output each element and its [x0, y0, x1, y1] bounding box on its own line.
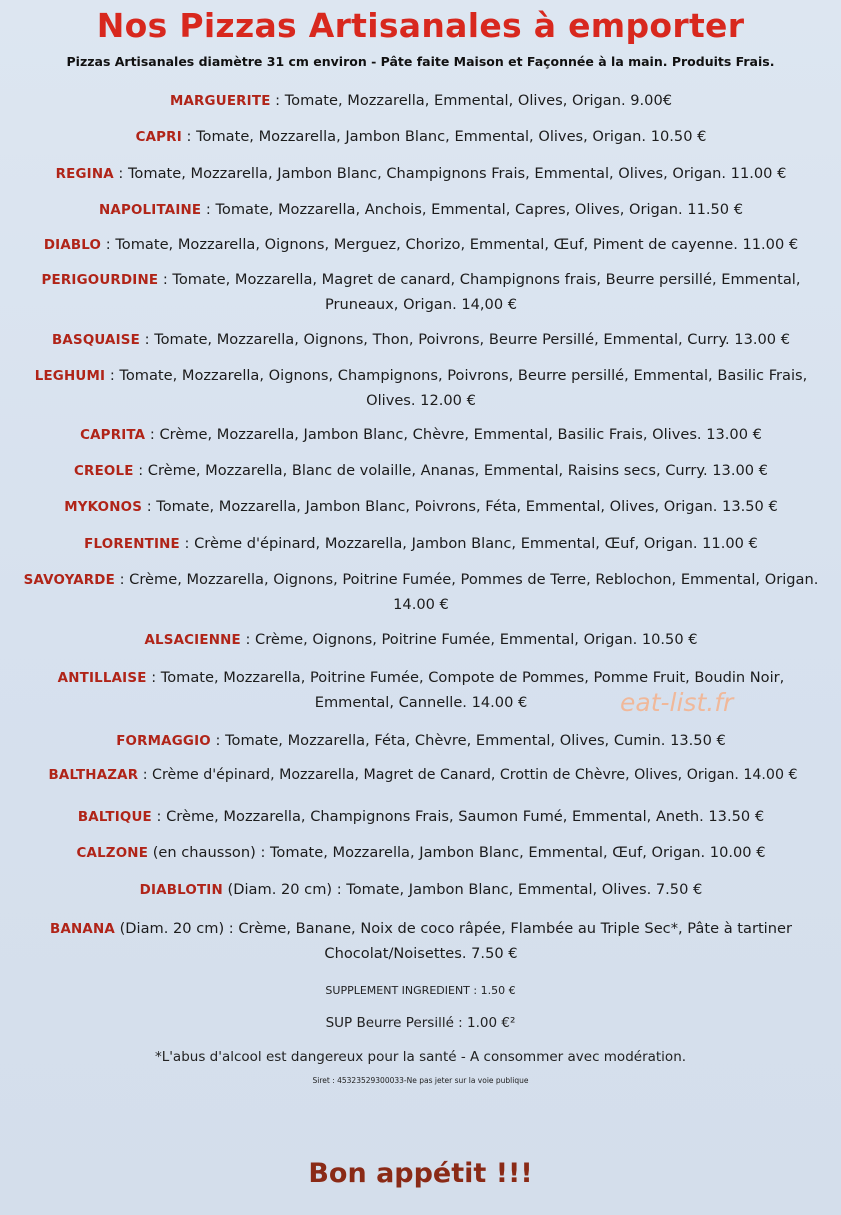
pizza-name: FORMAGGIO [116, 734, 211, 749]
pizza-item-caprita [16, 423, 826, 448]
pizza-name: BANANA [50, 922, 115, 937]
pizza-item-creole [16, 459, 826, 484]
pizza-name: REGINA [55, 167, 114, 182]
pizza-item-formaggio [16, 729, 826, 754]
pizza-item-diablo [16, 233, 826, 258]
pizza-name: NAPOLITAINE [98, 203, 202, 218]
supplement-note: SUPPLEMENT INGREDIENT : 1.50 € [325, 984, 516, 997]
pizza-item-regina [16, 162, 826, 187]
pizza-description: : Tomate, Mozzarella, Oignons, Thon, Poivrons, Beurre Persillé, Emmental, Curry. 13.00 € [140, 331, 790, 348]
pizza-name: CAPRITA [80, 428, 146, 443]
pizza-description: : Tomate, Mozzarella, Anchois, Emmental, Capres, Olives, Origan. 11.50 € [201, 201, 743, 218]
menu-subtitle: Pizzas Artisanales diamètre 31 cm environ - Pâte faite Maison et Façonnée à la main. Produits Frais. [66, 54, 775, 69]
pizza-name: SAVOYARDE [23, 573, 115, 588]
pizza-item-marguerite [16, 89, 826, 114]
pizza-item-perigourdine [16, 268, 826, 316]
pizza-item-diablotin [16, 878, 826, 903]
pizza-description: : Crème, Mozzarella, Jambon Blanc, Chèvre, Emmental, Basilic Frais, Olives. 13.00 € [145, 426, 762, 443]
pizza-name: MARGUERITE [169, 94, 271, 109]
pizza-name: DIABLOTIN [139, 883, 223, 898]
pizza-description: : Tomate, Mozzarella, Jambon Blanc, Champignons Frais, Emmental, Olives, Origan. 11.00 € [113, 165, 787, 182]
pizza-description: : Tomate, Mozzarella, Magret de canard, Champignons frais, Beurre persillé, Emmental, Pruneaux, Origan. 14,00 € [158, 271, 801, 313]
pizza-name: PERIGOURDINE [41, 273, 159, 288]
pizza-name: CREOLE [74, 464, 134, 479]
menu-title: Nos Pizzas Artisanales à emporter [96, 6, 745, 45]
pizza-item-alsacienne [16, 628, 826, 653]
pizza-description: : Tomate, Mozzarella, Emmental, Olives, Origan. 9.00€ [270, 92, 673, 109]
pizza-item-calzone [16, 841, 826, 866]
pizza-item-napolitaine [16, 198, 826, 223]
alcohol-disclaimer: *L'abus d'alcool est dangereux pour la santé - A consommer avec modération. [154, 1049, 687, 1065]
pizza-name: BASQUAISE [52, 333, 140, 348]
pizza-description: : Tomate, Mozzarella, Oignons, Champignons, Poivrons, Beurre persillé, Emmental, Basilic Frais, Olives. 12.00 € [105, 367, 808, 409]
pizza-description: : Tomate, Mozzarella, Oignons, Merguez, Chorizo, Emmental, Œuf, Piment de cayenne. 11.00 € [101, 236, 799, 253]
pizza-description: : Crème, Mozzarella, Blanc de volaille, Ananas, Emmental, Raisins secs, Curry. 13.00 € [133, 462, 768, 479]
pizza-description: : Crème, Mozzarella, Oignons, Poitrine Fumée, Pommes de Terre, Reblochon, Emmental, Origan. 14.00 € [114, 571, 819, 613]
pizza-name: ANTILLAISE [57, 671, 147, 686]
pizza-item-florentine [16, 532, 826, 557]
pizza-description: : Tomate, Mozzarella, Poitrine Fumée, Compote de Pommes, Pomme Fruit, Boudin Noir, Emmental, Cannelle. 14.00 € [146, 669, 785, 711]
closing-greeting: Bon appétit !!! [308, 1158, 533, 1189]
pizza-item-mykonos [16, 495, 826, 520]
pizza-description: : Crème, Oignons, Poitrine Fumée, Emmental, Origan. 10.50 € [240, 631, 698, 648]
pizza-description: : Crème d'épinard, Mozzarella, Jambon Blanc, Emmental, Œuf, Origan. 11.00 € [179, 535, 758, 552]
pizza-name: DIABLO [43, 238, 102, 253]
pizza-item-leghumi [16, 364, 826, 412]
pizza-item-balthazar [8, 764, 838, 788]
pizza-description: : Tomate, Mozzarella, Féta, Chèvre, Emmental, Olives, Cumin. 13.50 € [210, 732, 726, 749]
pizza-name: ALSACIENNE [144, 633, 241, 648]
pizza-name: FLORENTINE [84, 537, 180, 552]
pizza-description: : Crème, Mozzarella, Champignons Frais, Saumon Fumé, Emmental, Aneth. 13.50 € [151, 808, 765, 825]
siret-footer: Siret : 45323529300033-Ne pas jeter sur la voie publique [312, 1076, 529, 1085]
pizza-item-capri [16, 125, 826, 150]
pizza-name: CALZONE [76, 846, 149, 861]
pizza-description: (Diam. 20 cm) : Tomate, Jambon Blanc, Emmental, Olives. 7.50 € [222, 881, 703, 898]
pizza-item-savoyarde [16, 568, 826, 616]
pizza-item-basquaise [16, 328, 826, 353]
pizza-description: : Crème d'épinard, Mozzarella, Magret de Canard, Crottin de Chèvre, Olives, Origan. 14.00 € [138, 767, 798, 783]
pizza-description: : Tomate, Mozzarella, Jambon Blanc, Emmental, Olives, Origan. 10.50 € [181, 128, 707, 145]
pizza-name: BALTIQUE [77, 810, 152, 825]
pizza-item-baltique [16, 805, 826, 830]
pizza-description: (Diam. 20 cm) : Crème, Banane, Noix de coco râpée, Flambée au Triple Sec*, Pâte à tartiner Chocolat/Noisettes. 7.50 € [114, 920, 792, 962]
pizza-description: (en chausson) : Tomate, Mozzarella, Jambon Blanc, Emmental, Œuf, Origan. 10.00 € [148, 844, 766, 861]
pizza-name: CAPRI [135, 130, 182, 145]
sup-beurre-note: SUP Beurre Persillé : 1.00 €² [325, 1015, 516, 1031]
pizza-item-banana [16, 917, 826, 965]
watermark: eat-list.fr [620, 688, 734, 717]
pizza-name: BALTHAZAR [48, 768, 139, 783]
pizza-name: MYKONOS [64, 500, 143, 515]
pizza-name: LEGHUMI [34, 369, 106, 384]
pizza-description: : Tomate, Mozzarella, Jambon Blanc, Poivrons, Féta, Emmental, Olives, Origan. 13.50 € [142, 498, 778, 515]
